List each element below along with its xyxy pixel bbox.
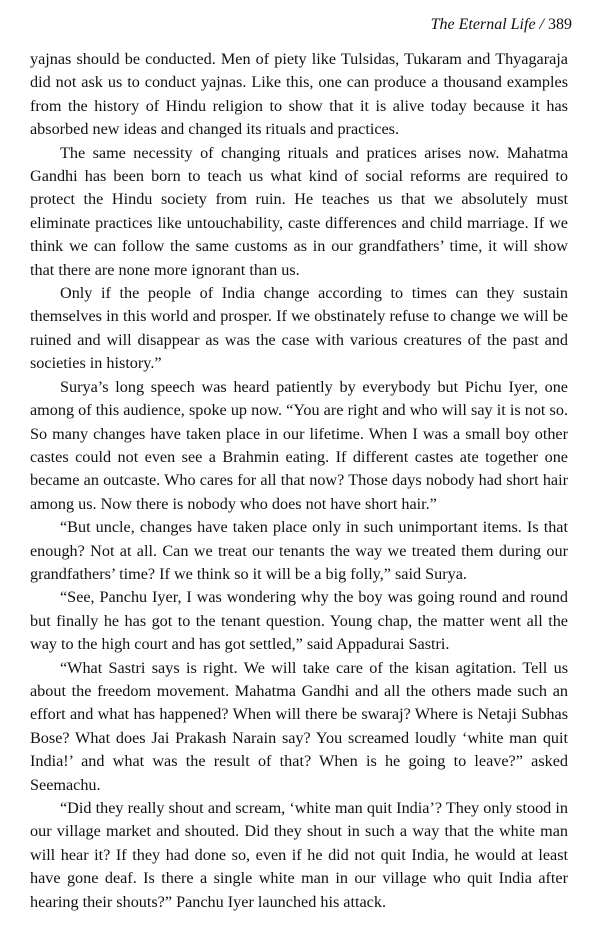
paragraph-1: yajnas should be conducted. Men of piety like Tulsidas, Tukaram and Thyagaraja did not ask us to conduct yajnas. Like this, one can produce a thousand examples from the history of Hindu religion to show that it is alive today because it has absorbed new ideas and changed its rituals and practices. [30, 50, 568, 139]
book-title: The Eternal Life [430, 16, 536, 33]
paragraph-2: The same necessity of changing rituals and pratices arises now. Mahatma Gandhi has been born to teach us what kind of social reforms are required to protect the Hindu society from ruin. He teaches us that we absolutely must eliminate practices like untouchability, caste differences and child marriage. If we think we can follow the same customs as in our grandfathers’ time, it will show that there are none more ignorant than us. [30, 143, 568, 279]
paragraph-4: Surya’s long speech was heard patiently by everybody but Pichu Iyer, one among of this audience, spoke up now. “You are right and who will say it is not so. So many changes have taken place in our lifetime. When I was a small boy other castes could not even see a Brahmin eating. If different castes ate together one became an outcaste. Who cares for all that now? Those days nobody had short hair among us. Now there is nobody who does not have short hair.” [30, 377, 568, 513]
paragraph-3: Only if the people of India change according to times can they sustain themselves in this world and prosper. If we obstinately refuse to change we will be ruined and will disappear as was the case with various creatures of the past and societies in history.” [30, 284, 568, 373]
paragraph-7: “What Sastri says is right. We will take care of the kisan agitation. Tell us about the freedom movement. Mahatma Gandhi and all the others made such an effort and what has happened? When will there be swaraj? Where is Netaji Subhas Bose? What does Jai Prakash Narain say? You screamed loudly ‘white man quit India!’ and what was the result of that? When is he going to leave?” asked Seemachu. [30, 658, 568, 794]
running-header [431, 16, 572, 34]
page-number: 389 [548, 16, 572, 33]
paragraph-6: “See, Panchu Iyer, I was wondering why the boy was going round and round but finally he has got to the tenant question. Young chap, the matter went all the way to the high court and has got settled,” said Appadurai Sastri. [30, 588, 568, 654]
body-text [30, 48, 568, 914]
paragraph-8: “Did they really shout and scream, ‘white man quit India’? They only stood in our village market and shouted. Did they shout in such a way that the white man will hear it? If they had done so, even if he did not quit India, he would at least have gone deaf. Is there a single white man in our village who quit India after hearing their shouts?” Panchu Iyer launched his attack. [30, 799, 568, 911]
header-separator: / [535, 16, 548, 33]
paragraph-5: “But uncle, changes have taken place only in such unimportant items. Is that enough? Not at all. Can we treat our tenants the way we treated them during our grandfathers’ time? If we think so it will be a big folly,” said Surya. [30, 518, 568, 583]
